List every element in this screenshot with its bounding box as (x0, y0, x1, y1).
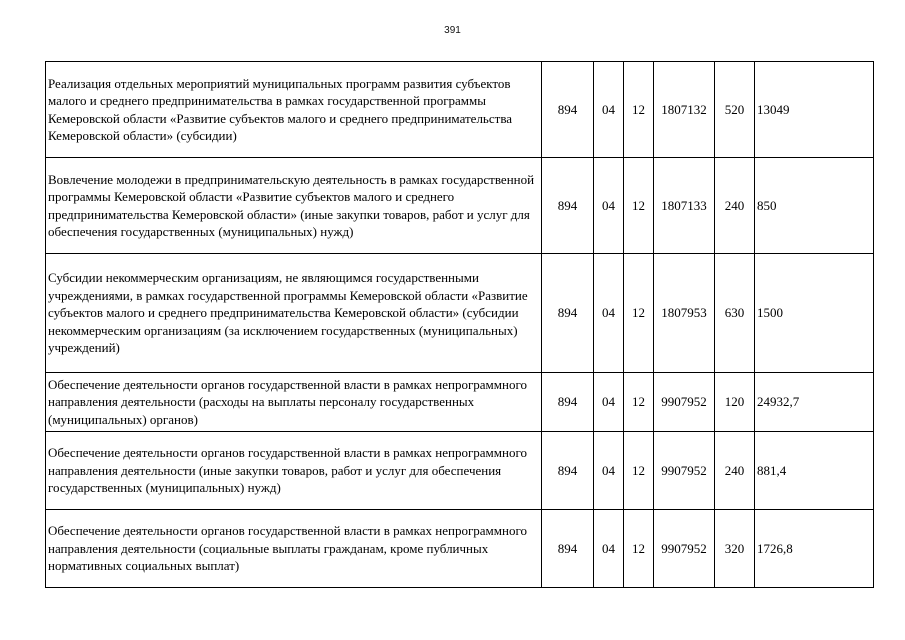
subsection-code: 12 (624, 158, 654, 254)
target-article-code: 1807133 (654, 158, 715, 254)
expense-type-code: 120 (715, 373, 755, 432)
expense-name: Обеспечение деятельности органов государственной власти в рамках непрограммного направления деятельности (иные закупки товаров, работ и услуг для обеспечения государственных (муниципальных) нужд) (46, 432, 542, 510)
section-code: 04 (594, 432, 624, 510)
expense-name: Обеспечение деятельности органов государственной власти в рамках непрограммного направления деятельности (расходы на выплаты персоналу государственных (муниципальных) органов) (46, 373, 542, 432)
amount: 850 (755, 158, 874, 254)
subsection-code: 12 (624, 254, 654, 373)
budget-table (45, 61, 874, 588)
table-row (46, 510, 874, 588)
subsection-code: 12 (624, 510, 654, 588)
subsection-code: 12 (624, 373, 654, 432)
expense-name: Вовлечение молодежи в предпринимательскую деятельность в рамках государственной программы Кемеровской области «Развитие субъектов малого и среднего предпринимательства Кемеровской области» (иные закупки товаров, работ и услуг для обеспечения государственных (муниципальных) нужд) (46, 158, 542, 254)
section-code: 04 (594, 510, 624, 588)
amount: 13049 (755, 62, 874, 158)
target-article-code: 1807132 (654, 62, 715, 158)
section-code: 04 (594, 62, 624, 158)
ministry-code: 894 (542, 158, 594, 254)
table-row (46, 373, 874, 432)
expense-type-code: 630 (715, 254, 755, 373)
expense-type-code: 240 (715, 158, 755, 254)
ministry-code: 894 (542, 510, 594, 588)
ministry-code: 894 (542, 62, 594, 158)
amount: 24932,7 (755, 373, 874, 432)
target-article-code: 9907952 (654, 373, 715, 432)
ministry-code: 894 (542, 254, 594, 373)
target-article-code: 9907952 (654, 510, 715, 588)
amount: 1726,8 (755, 510, 874, 588)
page-number: 391 (444, 25, 461, 36)
expense-name: Реализация отдельных мероприятий муниципальных программ развития субъектов малого и среднего предпринимательства в рамках государственной программы Кемеровской области «Развитие субъектов малого и среднего предпринимательства Кемеровской области» (субсидии) (46, 62, 542, 158)
target-article-code: 1807953 (654, 254, 715, 373)
expense-type-code: 320 (715, 510, 755, 588)
section-code: 04 (594, 373, 624, 432)
ministry-code: 894 (542, 432, 594, 510)
table-row (46, 158, 874, 254)
subsection-code: 12 (624, 432, 654, 510)
subsection-code: 12 (624, 62, 654, 158)
ministry-code: 894 (542, 373, 594, 432)
target-article-code: 9907952 (654, 432, 715, 510)
amount: 1500 (755, 254, 874, 373)
table-row (46, 254, 874, 373)
expense-name: Субсидии некоммерческим организациям, не являющимся государственными учреждениями, в рамках государственной программы Кемеровской области «Развитие субъектов малого и среднего предпринимательства Кемеровской области» (субсидии некоммерческим организациям (за исключением государственных (муниципальных) учреждений) (46, 254, 542, 373)
amount: 881,4 (755, 432, 874, 510)
expense-name: Обеспечение деятельности органов государственной власти в рамках непрограммного направления деятельности (социальные выплаты гражданам, кроме публичных нормативных социальных выплат) (46, 510, 542, 588)
expense-type-code: 520 (715, 62, 755, 158)
expense-type-code: 240 (715, 432, 755, 510)
section-code: 04 (594, 254, 624, 373)
table-row (46, 62, 874, 158)
table-row (46, 432, 874, 510)
section-code: 04 (594, 158, 624, 254)
